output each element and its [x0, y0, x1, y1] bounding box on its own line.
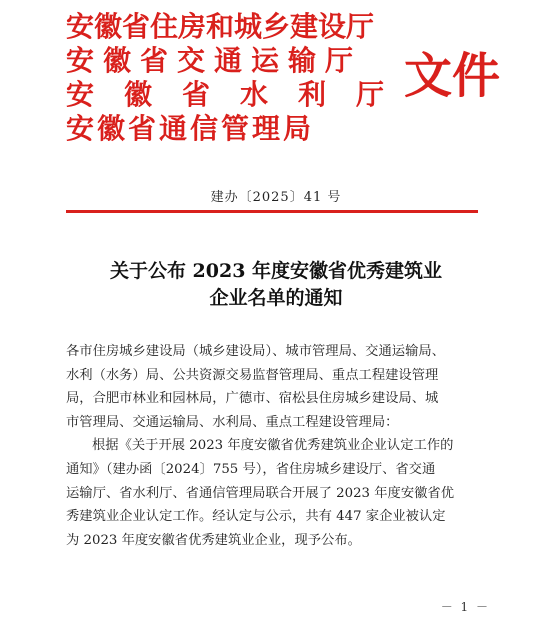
body-line: 运输厅、省水利厅、省通信管理局联合开展了 2023 年度安徽省优: [66, 485, 455, 501]
notice-title: [0, 258, 552, 312]
body-line: 局，合肥市林业和园林局，广德市、宿松县住房城乡建设局、城: [66, 391, 439, 407]
notice-title-line-2: 企业名单的通知: [209, 287, 343, 309]
body-line: 通知》（建办函〔2024〕755 号），省住房城乡建设厅、省交通: [66, 461, 436, 477]
issuer-text: 安徽省交通运输厅: [66, 44, 363, 77]
page-number: － 1 －: [440, 600, 490, 614]
issuer-text: 安徽省住房和城乡建设厅: [66, 10, 375, 43]
body-line: 为 2023 年度安徽省优秀建筑业企业，现予公布。: [66, 532, 361, 548]
body-line: 各市住房城乡建设局（城乡建设局）、城市管理局、交通运输局、: [66, 344, 445, 359]
body-line: 市管理局、交通运输局、水利局、重点工程建设管理局：: [66, 414, 399, 430]
notice-body: [66, 340, 484, 552]
issuer-text: 安徽省水利厅: [66, 78, 415, 111]
issuer-line-3: [66, 78, 415, 112]
issuer-line-1: [66, 10, 396, 44]
body-line: 秀建筑业企业认定工作。经认定与公示，共有 447 家企业被认定: [66, 509, 446, 525]
notice-title-line-1: 关于公布 2023 年度安徽省优秀建筑业: [109, 260, 443, 282]
body-line: 根据《关于开展 2023 年度安徽省优秀建筑业企业认定工作的: [92, 438, 454, 454]
document-type-label: 文件: [404, 48, 501, 104]
issuer-text: 安徽省通信管理局: [66, 112, 315, 145]
issuer-line-4: [66, 112, 396, 146]
body-line: 水利（水务）局、公共资源交易监督管理局、重点工程建设管理: [66, 367, 439, 383]
issuer-block: [66, 10, 415, 146]
red-divider-rule: [66, 210, 478, 213]
issuer-line-2: [66, 44, 396, 78]
document-number: 建办〔2025〕41 号: [210, 190, 342, 205]
